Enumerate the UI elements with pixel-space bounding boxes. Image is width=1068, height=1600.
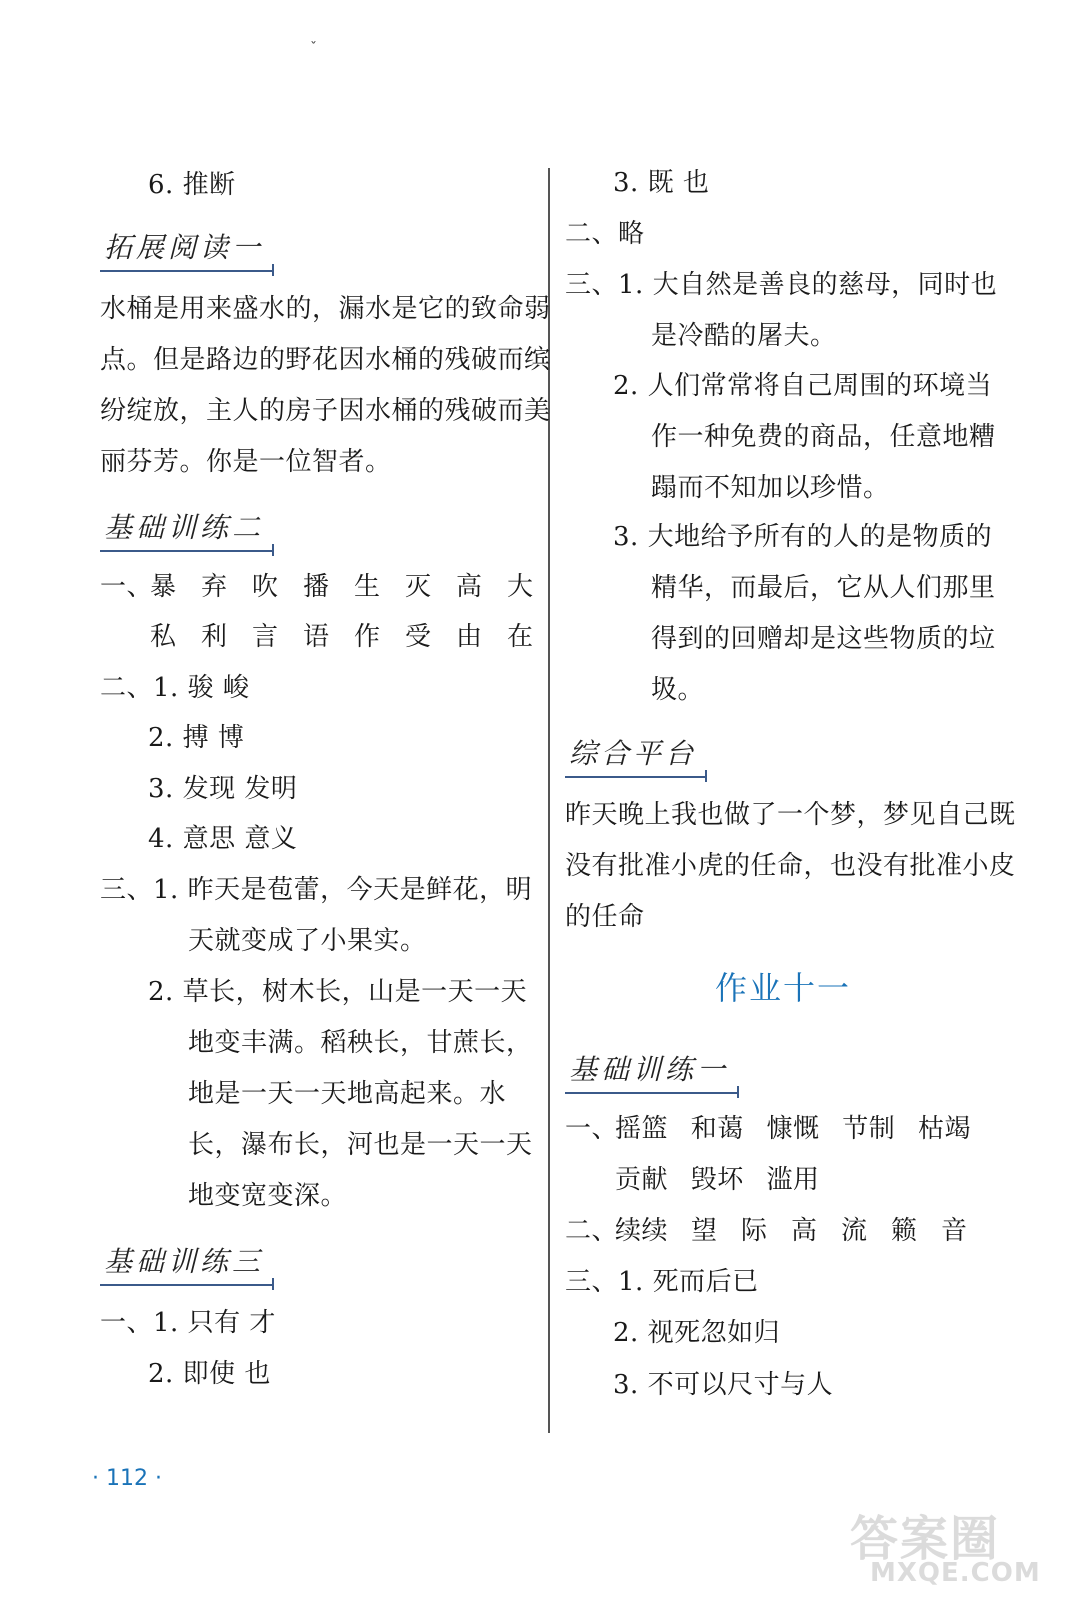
answer-line: 2. 搏 博 (148, 723, 245, 753)
word-cell: 私 (150, 622, 177, 652)
right-column (565, 0, 1035, 1440)
tick-mark: ˇ (310, 40, 317, 56)
answer-line: 蹋而不知加以珍惜。 (651, 473, 890, 503)
answer-line: 三、1. 死而后已 (565, 1267, 759, 1297)
answer-line: 2. 即使 也 (148, 1359, 271, 1389)
word-cell: 吹 (252, 572, 279, 602)
answer-line: 二、略 (565, 219, 645, 249)
answer-line: 贡献 毁坏 滥用 (615, 1165, 820, 1195)
word-cell: 播 (303, 572, 330, 602)
answer-line: 精华，而最后，它从人们那里 (651, 573, 996, 603)
paragraph-line: 纷绽放，主人的房子因水桶的残破而美 (100, 396, 551, 426)
word-cell: 望 (691, 1216, 718, 1246)
answer-line: 地是一天一天地高起来。水 (188, 1079, 507, 1109)
watermark-text: 答案圈 (850, 1511, 1001, 1567)
answer-line: 2. 草长，树木长，山是一天一天 (148, 977, 528, 1007)
answer-line: 2. 视死忽如归 (613, 1318, 781, 1348)
heading-jichu-xunlian-2: 基础训练二 (100, 510, 272, 552)
word-row (615, 1214, 991, 1248)
word-row (150, 620, 558, 654)
word-cell: 作 (354, 622, 381, 652)
answer-line: 4. 意思 意义 (148, 824, 298, 854)
answer-line: 作一种免费的商品，任意地糟 (651, 422, 996, 452)
heading-jichu-xunlian-1: 基础训练一 (565, 1052, 737, 1094)
word-cell: 由 (456, 622, 483, 652)
paragraph-line: 没有批准小虎的任命，也没有批准小皮 (565, 851, 1016, 881)
answer-line: 摇篮 和蔼 慷慨 节制 枯竭 (615, 1114, 972, 1144)
word-cell: 际 (741, 1216, 768, 1246)
answer-line: 三、1. 大自然是善良的慈母，同时也 (565, 270, 998, 300)
word-cell: 受 (405, 622, 432, 652)
answer-line: 天就变成了小果实。 (188, 926, 427, 956)
answer-line: 长，瀑布长，河也是一天一天 (188, 1130, 533, 1160)
assignment-title: 作业十一 (715, 969, 852, 1007)
answer-line: 地变宽变深。 (188, 1181, 348, 1211)
section-label: 一、 (100, 572, 154, 602)
answer-line: 3. 不可以尺寸与人 (613, 1370, 834, 1400)
paragraph-line: 点。但是路边的野花因水桶的残破而缤 (100, 345, 551, 375)
paragraph-line: 的任命 (565, 902, 645, 932)
answer-line: 2. 人们常常将自己周围的环境当 (613, 371, 993, 401)
answer-6: 6. 推断 (148, 170, 236, 200)
answer-line: 三、1. 昨天是苞蕾，今天是鲜花，明 (100, 875, 533, 905)
word-cell: 生 (354, 572, 381, 602)
word-cell: 高 (456, 572, 483, 602)
word-cell: 续续 (615, 1216, 669, 1246)
word-cell: 流 (841, 1216, 868, 1246)
word-cell: 音 (941, 1216, 968, 1246)
heading-zonghe-pingtai: 综合平台 (565, 736, 705, 778)
answer-line: 地变丰满。稻秧长，甘蔗长， (188, 1028, 533, 1058)
word-cell: 大 (507, 572, 534, 602)
paragraph-line: 昨天晚上我也做了一个梦，梦见自己既 (565, 800, 1016, 830)
answer-line: 一、1. 只有 才 (100, 1308, 276, 1338)
word-cell: 暴 (150, 572, 177, 602)
paragraph-line: 水桶是用来盛水的，漏水是它的致命弱 (100, 294, 551, 324)
left-column (100, 0, 551, 1440)
answer-line: 二、1. 骏 峻 (100, 673, 250, 703)
word-row (150, 570, 558, 604)
word-cell: 灭 (405, 572, 432, 602)
answer-line: 圾。 (651, 675, 705, 705)
heading-jichu-xunlian-3: 基础训练三 (100, 1244, 272, 1286)
word-cell: 弃 (201, 572, 228, 602)
answer-line: 3. 大地给予所有的人的是物质的 (613, 522, 993, 552)
word-cell: 利 (201, 622, 228, 652)
word-cell: 言 (252, 622, 279, 652)
word-cell: 高 (791, 1216, 818, 1246)
section-label: 二、 (565, 1216, 619, 1246)
watermark-url: MXQE.COM (870, 1558, 1041, 1588)
word-cell: 籁 (891, 1216, 918, 1246)
word-cell: 在 (507, 622, 534, 652)
answer-line: 3. 既 也 (613, 168, 710, 198)
answer-line: 3. 发现 发明 (148, 774, 298, 804)
word-cell: 语 (303, 622, 330, 652)
page-number: · 112 · (92, 1466, 162, 1491)
paragraph-line: 丽芬芳。你是一位智者。 (100, 447, 392, 477)
section-label: 一、 (565, 1114, 619, 1144)
heading-tuozhan-yuedu: 拓展阅读一 (100, 230, 272, 272)
answer-line: 得到的回赠却是这些物质的垃 (651, 624, 996, 654)
watermark-logo (850, 1500, 1060, 1594)
answer-line: 是冷酷的屠夫。 (651, 321, 837, 351)
